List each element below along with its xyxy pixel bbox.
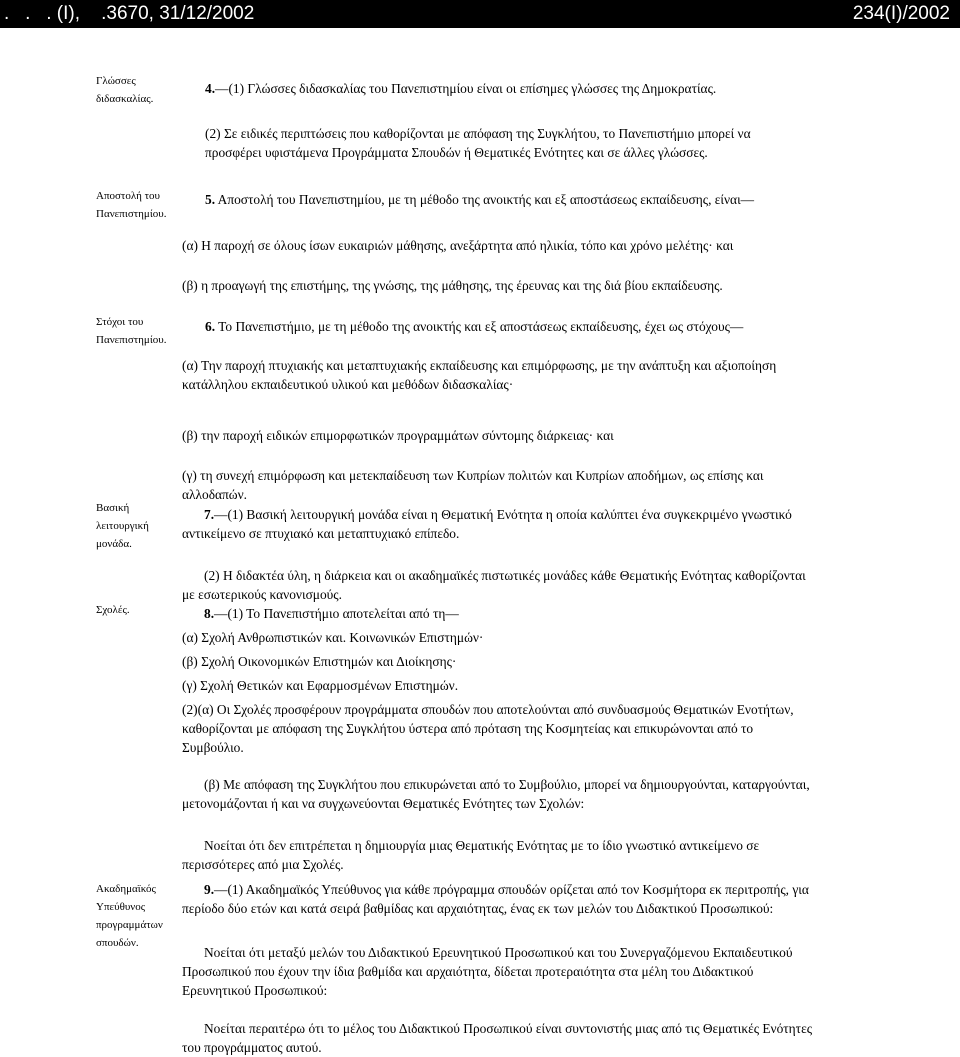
section-7-paragraph-1: 7.—(1) Βασική λειτουργική μονάδα είναι η Θεματική Ενότητα η οποία καλύπτει ένα συγκεκριμένο γνωστικό αντικείμενο σε πτυχιακό και μεταπτυχιακό επίπεδο. — [182, 507, 792, 541]
section-8-item-c: (γ) Σχολή Θετικών και Εφαρμοσμένων Επιστημών. — [182, 678, 459, 693]
section-6-item-c: (γ) τη συνεχή επιμόρφωση και μετεκπαίδευση των Κυπρίων πολιτών και Κυπρίων αποδήμων, ως επίσης και αλλοδαπών. — [182, 468, 764, 502]
section-number: 6. — [205, 319, 216, 334]
header-law-reference: . . . (Ι), .3670, 31/12/2002 — [4, 3, 255, 24]
section-number: 5. — [205, 192, 216, 207]
section-9-proviso-2: Νοείται περαιτέρω ότι το μέλος του Διδακτικού Προσωπικού είναι συντονιστής μιας από τις Θεματικές Ενότητες του προγράμματος αυτού. — [182, 1021, 812, 1055]
section-5-item-b: (β) η προαγωγή της επιστήμης, της γνώσης, της μάθησης, της έρευνας και της διά βίου εκπαίδευσης. — [182, 278, 723, 293]
margin-note-goals: Στόχοι του Πανεπιστημίου. — [96, 316, 167, 346]
section-4-paragraph-2: (2) Σε ειδικές περιπτώσεις που καθορίζονται με απόφαση της Συγκλήτου, το Πανεπιστήμιο μπορεί να προσφέρει υφιστάμενα Προγράμματα Σπουδών ή Θεματικές Ενότητες και σε άλλες γλώσσες. — [205, 126, 751, 160]
section-8-paragraph-2b: (β) Με απόφαση της Συγκλήτου που επικυρώνεται από το Συμβούλιο, μπορεί να δημιουργούνται, καταργούνται, μετονομάζονται ή και να συγχωνεύονται Θεματικές Ενότητες των Σχολών: — [182, 777, 810, 811]
section-6-intro: 6. Το Πανεπιστήμιο, με τη μέθοδο της ανοικτής και εξ αποστάσεως εκπαίδευσης, έχει ως στόχους— — [205, 319, 744, 334]
section-8-item-b: (β) Σχολή Οικονομικών Επιστημών και Διοίκησης· — [182, 654, 457, 669]
section-5-intro: 5. Αποστολή του Πανεπιστημίου, με τη μέθοδο της ανοικτής και εξ αποστάσεως εκπαίδευσης, είναι— — [205, 192, 755, 207]
section-number: 4. — [205, 81, 216, 96]
margin-note-languages: Γλώσσες διδασκαλίας. — [96, 75, 154, 105]
section-4-paragraph-1: 4.—(1) Γλώσσες διδασκαλίας του Πανεπιστημίου είναι οι επίσημες γλώσσες της Δημοκρατίας. — [205, 81, 717, 96]
section-7-paragraph-2: (2) Η διδακτέα ύλη, η διάρκεια και οι ακαδημαϊκές πιστωτικές μονάδες κάθε Θεματικής Ενότητας καθορίζονται με εσωτερικούς κανονισμούς. — [182, 568, 806, 602]
section-8-paragraph-2a: (2)(α) Οι Σχολές προσφέρουν προγράμματα σπουδών που αποτελούνται από συνδυασμούς Θεματικών Ενοτήτων, καθορίζονται με απόφαση της Συγκλήτου ύστερα από πρόταση της Κοσμητείας και επικυρώνονται από το Συμβούλιο. — [182, 702, 794, 755]
margin-note-academic-responsible: Ακαδημαϊκός Υπεύθυνος προγραμμάτων σπουδών. — [96, 883, 163, 949]
margin-note-schools: Σχολές. — [96, 604, 130, 616]
section-6-item-a: (α) Την παροχή πτυχιακής και μεταπτυχιακής εκπαίδευσης και επιμόρφωσης, με την ανάπτυξη και αξιοποίηση κατάλληλου εκπαιδευτικού υλικού και μεθόδων διδασκαλίας· — [182, 358, 777, 392]
page-header — [0, 0, 960, 28]
section-5-item-a: (α) Η παροχή σε όλους ίσων ευκαιριών μάθησης, ανεξάρτητα από ηλικία, τόπο και χρόνο μελέτης· και — [182, 238, 734, 253]
section-8-intro: 8.—(1) Το Πανεπιστήμιο αποτελείται από τη— — [204, 606, 459, 621]
section-8-proviso: Νοείται ότι δεν επιτρέπεται η δημιουργία μιας Θεματικής Ενότητας με το ίδιο γνωστικό αντικείμενο σε περισσότερες από μια Σχολές. — [182, 838, 760, 872]
section-number: 7. — [204, 507, 215, 522]
section-number: 8. — [204, 606, 215, 621]
section-6-item-b: (β) την παροχή ειδικών επιμορφωτικών προγραμμάτων σύντομης διάρκειας· και — [182, 428, 614, 443]
margin-note-mission: Αποστολή του Πανεπιστημίου. — [96, 190, 167, 220]
section-9-paragraph-1: 9.—(1) Ακαδημαϊκός Υπεύθυνος για κάθε πρόγραμμα σπουδών ορίζεται από τον Κοσμήτορα εκ περιτροπής, για περίοδο δύο ετών και κατά σειρά βαθμίδας και αρχαιότητας, ένας εκ των μελών του Διδακτικού Προσωπικού: — [182, 882, 809, 916]
section-9-proviso-1: Νοείται ότι μεταξύ μελών του Διδακτικού Ερευνητικού Προσωπικού και του Συνεργαζόμενου Εκπαιδευτικού Προσωπικού που έχουν την ίδια βαθμίδα και αρχαιότητα, δίδεται προτεραιότητα στα μέλη του Διδακτικού Ερευνητικού Προσωπικού: — [182, 945, 793, 998]
section-8-item-a: (α) Σχολή Ανθρωπιστικών και. Κοινωνικών Επιστημών· — [182, 630, 484, 645]
section-number: 9. — [204, 882, 215, 897]
header-law-number: 234(Ι)/2002 — [852, 3, 950, 24]
margin-note-basic-unit: Βασική λειτουργική μονάδα. — [96, 502, 149, 550]
